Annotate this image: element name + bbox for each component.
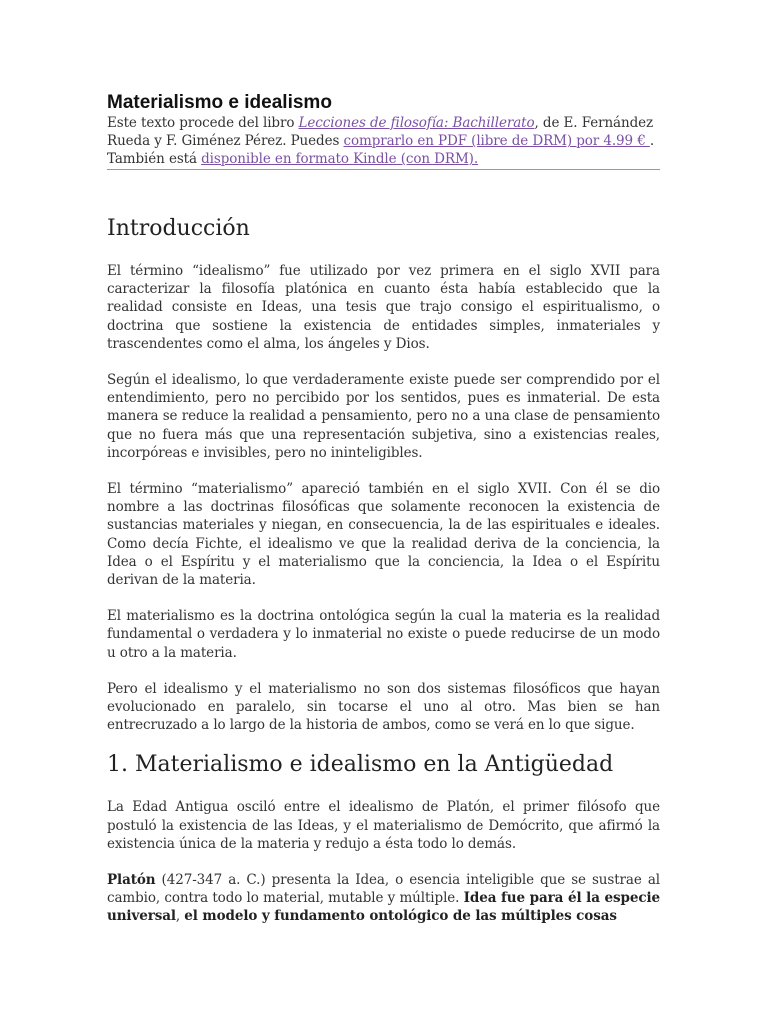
intro-paragraph-3: El término “materialismo” apareció también en el siglo XVII. Con él se dio nombre a las doctrinas filosóficas que solamente reconocen la existencia de sustancias materiales y niegan, en consecuencia, la de las espirituales e ideales. Como decía Fichte, el idealismo ve que la realidad deriva de la conciencia, la Idea o el Espíritu y el materialismo que la conciencia, la Idea o el Espíritu derivan de la materia. [107, 481, 660, 589]
intro-paragraph-2: Según el idealismo, lo que verdaderamente existe puede ser comprendido por el entendimiento, pero no percibido por los sentidos, pues es inmaterial. De esta manera se reduce la realidad a pensamiento, pero no a una clase de pensamiento que no fuera más que una representación subjetiva, sino a existencias reales, incorpóreas e invisibles, pero no ininteligibles. [107, 372, 660, 461]
plato-text-1: (427-347 a. C.) presenta la Idea, o esencia inteligible que se sustrae al cambio, contra todo lo material, mutable y múltiple. [107, 872, 660, 907]
document-page [107, 92, 660, 944]
source-note [107, 114, 660, 170]
source-note-middle2: . También está [107, 133, 655, 167]
kindle-link[interactable]: disponible en formato Kindle (con DRM). [201, 151, 479, 167]
section-1-paragraph-1: La Edad Antigua osciló entre el idealismo de Platón, el primer filósofo que postuló la existencia de las Ideas, y el materialismo de Demócrito, que afirmó la existencia única de la materia y redujo a ésta todo lo demás. [107, 799, 660, 852]
plato-text-2: , [175, 908, 185, 925]
source-note-middle: , de E. Fernández Rueda y F. Giménez Pérez. Puedes [107, 115, 654, 149]
plato-bold-3: el modelo y fundamento ontológico de las múltiples cosas [184, 908, 617, 925]
plato-name: Platón [107, 872, 156, 889]
intro-paragraph-5: Pero el idealismo y el materialismo no son dos sistemas filosóficos que hayan evolucionado en paralelo, sin tocarse el uno al otro. Mas bien se han entrecruzado a lo largo de la historia de ambos, como se verá en lo que sigue. [107, 680, 660, 734]
intro-paragraph-1: El término “idealismo” fue utilizado por vez primera en el siglo XVII para caracterizar la filosofía platónica en cuanto ésta había establecido que la realidad consiste en Ideas, una tesis que trajo consigo el espiritualismo, o doctrina que sostiene la existencia de entidades simples, inmateriales y trascendentes como el alma, los ángeles y Dios. [107, 263, 660, 352]
intro-paragraph-4: El materialismo es la doctrina ontológica según la cual la materia es la realidad fundamental o verdadera y lo inmaterial no existe o puede reducirse de un modo u otro a la materia. [107, 608, 660, 661]
buy-pdf-link[interactable]: comprarlo en PDF (libre de DRM) por 4.99 € [343, 133, 650, 149]
source-note-prefix: Este texto procede del libro [107, 115, 299, 131]
intro-heading: Introducción [107, 216, 250, 241]
section-1-heading: 1. Materialismo e idealismo en la Antigüedad [107, 752, 614, 778]
section-1-paragraph-2 [107, 871, 660, 926]
book-link[interactable]: Lecciones de filosofía: Bachillerato [298, 115, 535, 131]
document-title: Materialismo e idealismo [107, 92, 332, 113]
plato-bold-2: Idea fue para él la especie universal [107, 890, 660, 925]
